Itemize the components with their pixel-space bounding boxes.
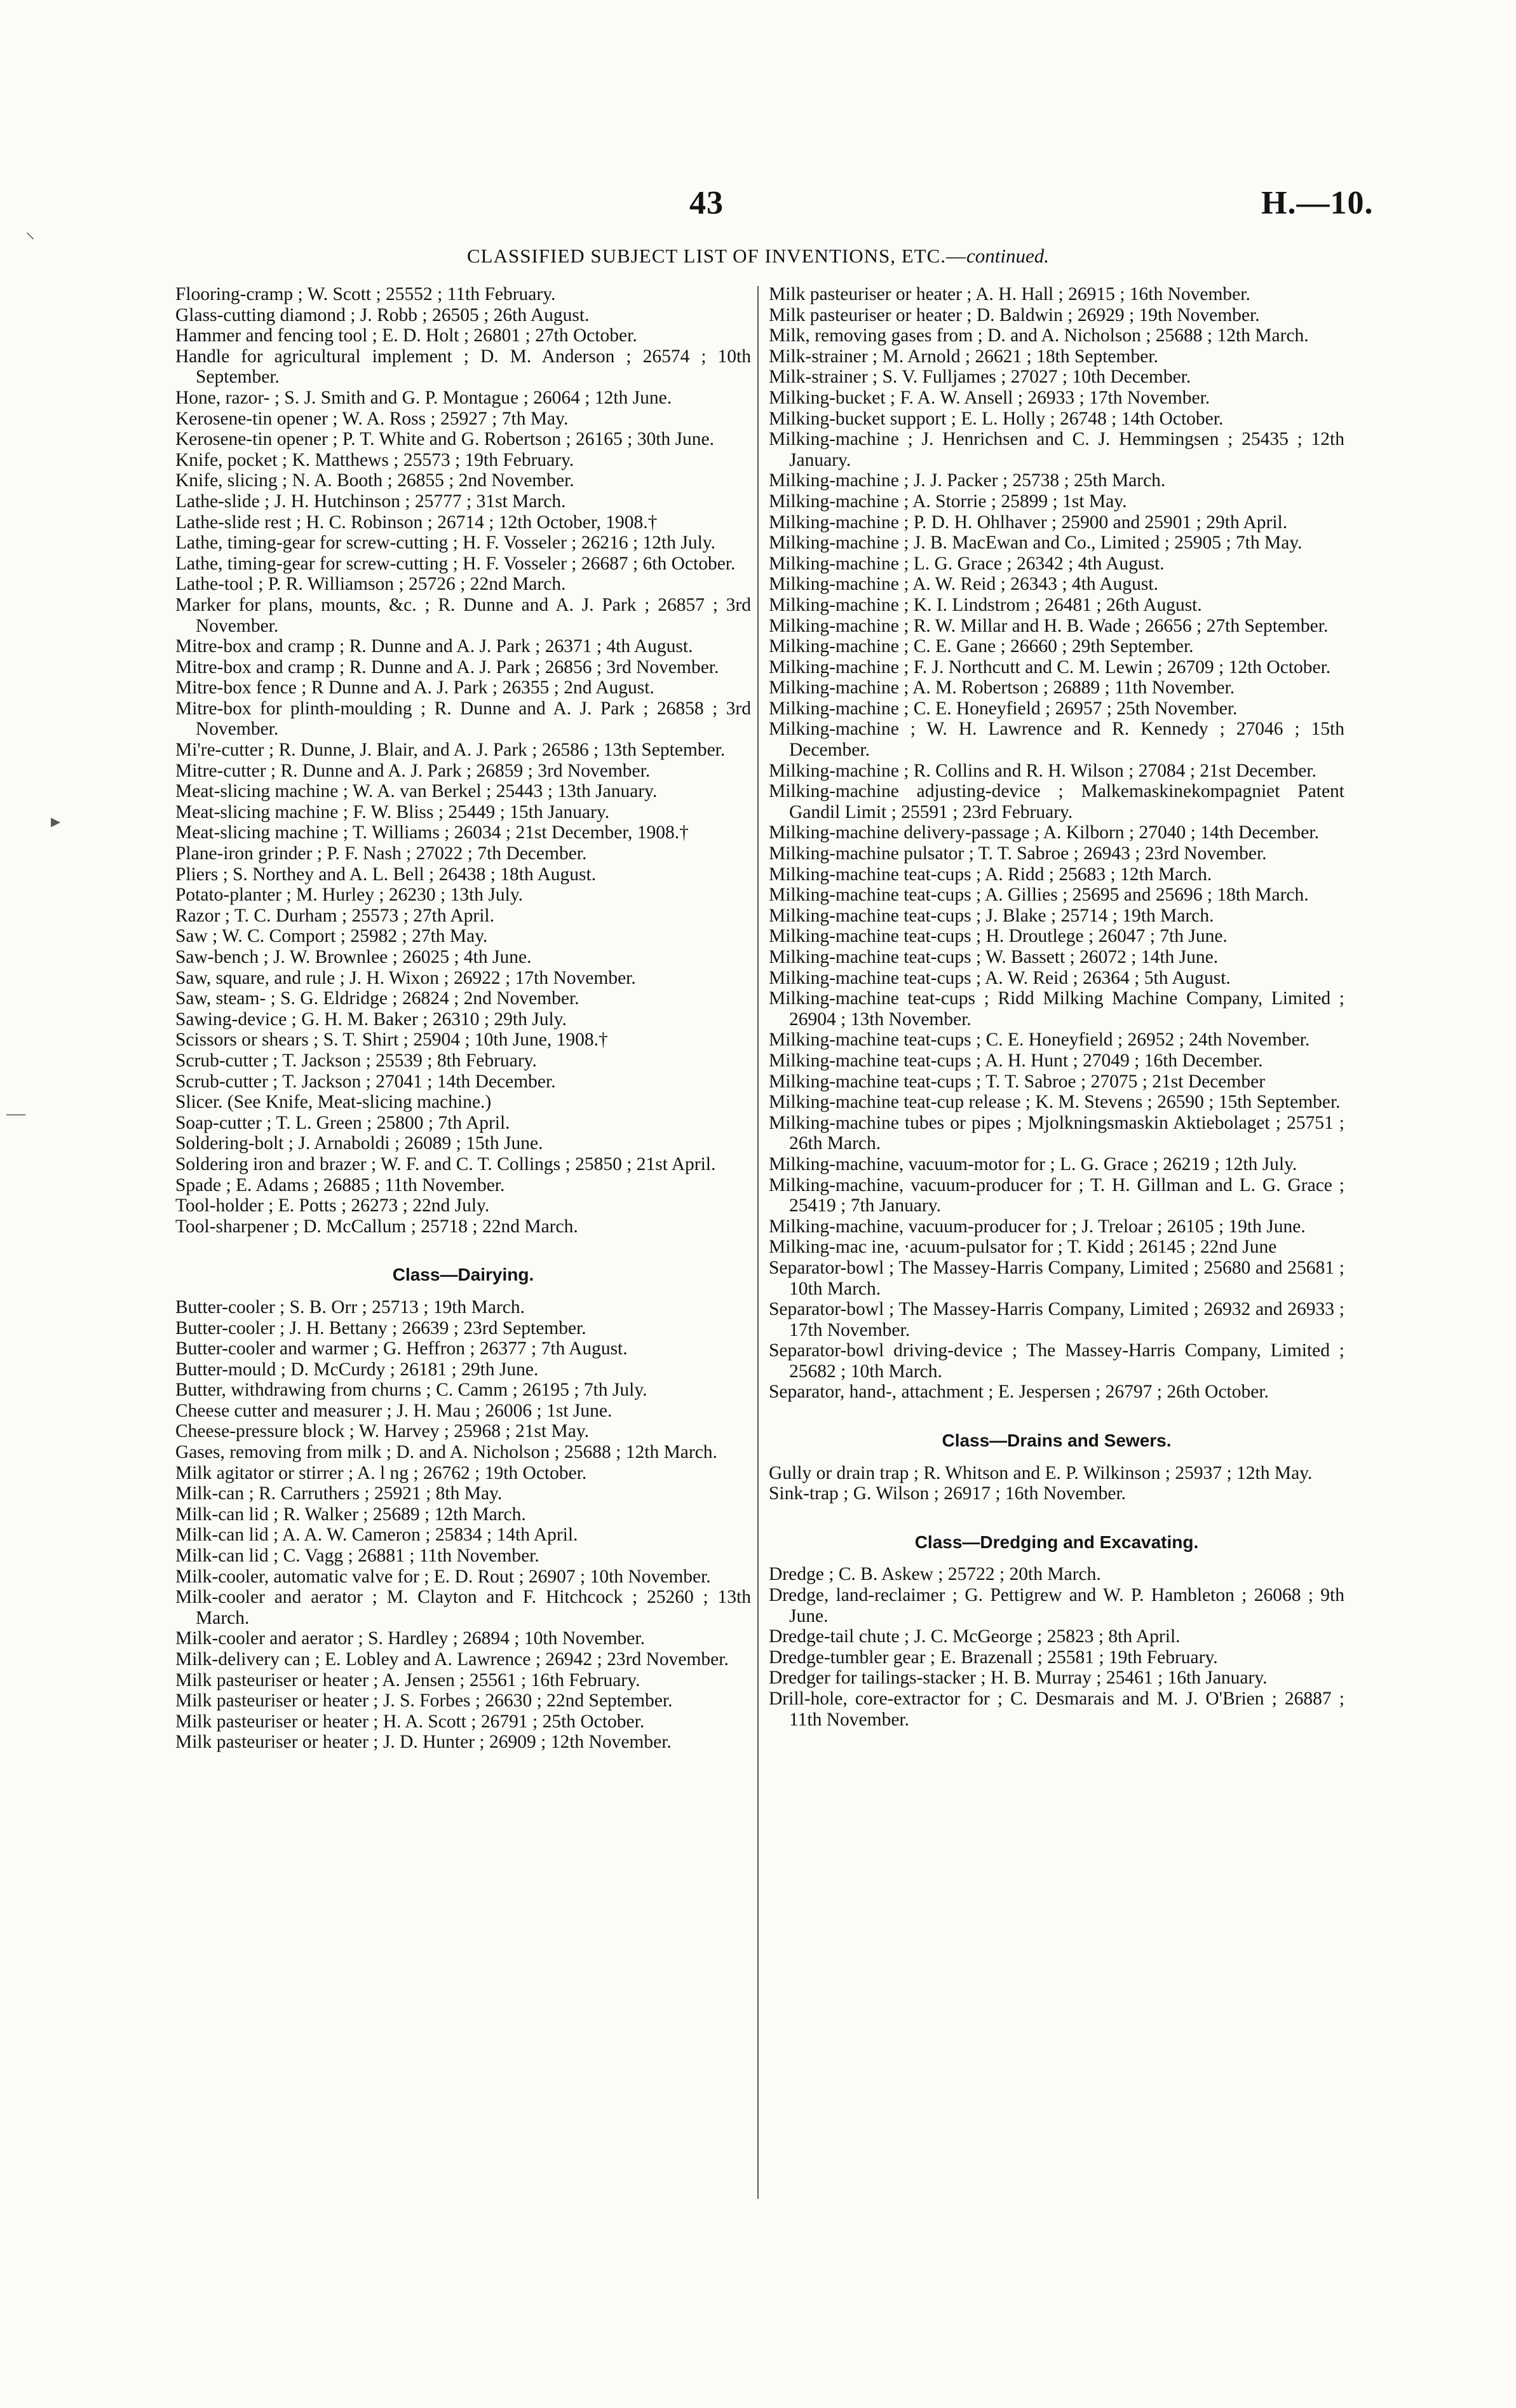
list-item: Scrub-cutter ; T. Jackson ; 25539 ; 8th February. [175, 1050, 537, 1071]
list-item: Slicer. (See Knife, Meat-slicing machine.) [175, 1092, 492, 1113]
list-item: Cheese cutter and measurer ; J. H. Mau ; 26006 ; 1st June. [175, 1400, 612, 1421]
list-item: Flooring-cramp ; W. Scott ; 25552 ; 11th February. [175, 284, 556, 304]
list-item: Milk pasteuriser or heater ; J. S. Forbes ; 26630 ; 22nd September. [175, 1690, 673, 1711]
list-item: Milk-cooler and aerator ; S. Hardley ; 26894 ; 10th November. [175, 1628, 645, 1649]
list-item: Milk pasteuriser or heater ; H. A. Scott ; 26791 ; 25th October. [175, 1711, 645, 1732]
list-item: Milk pasteuriser or heater ; A. Jensen ; 25561 ; 16th February. [175, 1670, 640, 1690]
list-item: Lathe, timing-gear for screw-cutting ; H. F. Vosseler ; 26216 ; 12th July. [175, 533, 715, 554]
list-item: Dredge-tail chute ; J. C. McGeorge ; 25823 ; 8th April. [769, 1626, 1181, 1647]
list-item: Separator-bowl ; The Massey-Harris Company, Limited ; 26932 and 26933 ; 17th November. [769, 1299, 1344, 1340]
list-item: Milk-can lid ; R. Walker ; 25689 ; 12th March. [175, 1504, 526, 1525]
list-item: Milking-machine ; J. Henrichsen and C. J. Hemmingsen ; 25435 ; 12th January. [769, 429, 1344, 470]
list-item: Milking-machine teat-cups ; A. W. Reid ; 26364 ; 5th August. [769, 967, 1231, 988]
list-item: Tool-holder ; E. Potts ; 26273 ; 22nd July. [175, 1195, 490, 1216]
list-item: Sink-trap ; G. Wilson ; 26917 ; 16th November. [769, 1483, 1127, 1504]
list-item: Milking-machine pulsator ; T. T. Sabroe ; 26943 ; 23rd November. [769, 843, 1267, 864]
list-item: Butter, withdrawing from churns ; C. Camm ; 26195 ; 7th July. [175, 1380, 647, 1401]
list-item: Butter-mould ; D. McCurdy ; 26181 ; 29th June. [175, 1359, 539, 1380]
list-item: Milk-strainer ; S. V. Fulljames ; 27027 ; 10th December. [769, 367, 1191, 388]
list-item: Dredger for tailings-stacker ; H. B. Murray ; 25461 ; 16th January. [769, 1668, 1268, 1689]
list-item: Separator, hand-, attachment ; E. Jespersen ; 26797 ; 26th October. [769, 1382, 1269, 1403]
list-item: Kerosene-tin opener ; P. T. White and G. Robertson ; 26165 ; 30th June. [175, 429, 714, 450]
list-item: Mi're-cutter ; R. Dunne, J. Blair, and A. J. Park ; 26586 ; 13th September. [175, 740, 726, 761]
entry-list [769, 1463, 1344, 1504]
list-item: Milk-delivery can ; E. Lobley and A. Lawrence ; 26942 ; 23rd November. [175, 1649, 729, 1670]
list-item: Milking-machine ; W. H. Lawrence and R. Kennedy ; 27046 ; 15th December. [769, 719, 1344, 761]
list-item: Drill-hole, core-extractor for ; C. Desmarais and M. J. O'Brien ; 26887 ; 11th November. [769, 1689, 1344, 1730]
list-item: Milk-can lid ; C. Vagg ; 26881 ; 11th November. [175, 1546, 539, 1567]
list-item: Milking-machine ; P. D. H. Ohlhaver ; 25900 and 25901 ; 29th April. [769, 512, 1288, 533]
list-item: Mitre-box for plinth-moulding ; R. Dunne and A. J. Park ; 26858 ; 3rd November. [175, 698, 751, 740]
list-item: Milk pasteuriser or heater ; D. Baldwin ; 26929 ; 19th November. [769, 304, 1260, 325]
list-item: Milking-machine teat-cups ; A. Gillies ; 25695 and 25696 ; 18th March. [769, 885, 1309, 906]
list-item: Saw ; W. C. Comport ; 25982 ; 27th May. [175, 926, 488, 947]
list-item: Milk-can ; R. Carruthers ; 25921 ; 8th May. [175, 1483, 503, 1504]
list-item: Milk-cooler, automatic valve for ; E. D. Rout ; 26907 ; 10th November. [175, 1566, 711, 1587]
list-item: Soap-cutter ; T. L. Green ; 25800 ; 7th April. [175, 1112, 510, 1133]
list-item: Milking-mac ine, ·acuum-pulsator for ; T. Kidd ; 26145 ; 22nd June [769, 1237, 1277, 1258]
list-item: Milking-machine ; R. Collins and R. H. Wilson ; 27084 ; 21st December. [769, 760, 1316, 781]
list-item: Milking-machine tubes or pipes ; Mjolkningsmaskin Aktiebolaget ; 25751 ; 26th March. [769, 1112, 1344, 1154]
list-item: Separator-bowl ; The Massey-Harris Company, Limited ; 25680 and 25681 ; 10th March. [769, 1257, 1344, 1299]
list-item: Dredge ; C. B. Askew ; 25722 ; 20th March. [769, 1564, 1101, 1585]
list-item: Milking-machine ; A. Storrie ; 25899 ; 1st May. [769, 491, 1127, 512]
list-item: Saw-bench ; J. W. Brownlee ; 26025 ; 4th June. [175, 947, 532, 967]
list-item: Mitre-box and cramp ; R. Dunne and A. J. Park ; 26856 ; 3rd November. [175, 656, 719, 677]
class-heading-drains: Class—Drains and Sewers. [942, 1431, 1172, 1451]
list-item: Dredge, land-reclaimer ; G. Pettigrew and W. P. Hambleton ; 26068 ; 9th June. [769, 1585, 1344, 1626]
list-item: Saw, steam- ; S. G. Eldridge ; 26824 ; 2nd November. [175, 988, 579, 1009]
entry-list [769, 1564, 1344, 1730]
list-item: Butter-cooler and warmer ; G. Heffron ; 26377 ; 7th August. [175, 1338, 628, 1359]
list-item: Milking-machine, vacuum-motor for ; L. G. Grace ; 26219 ; 12th July. [769, 1153, 1297, 1174]
list-item: Meat-slicing machine ; W. A. van Berkel ; 25443 ; 13th January. [175, 781, 658, 802]
list-item: Scissors or shears ; S. T. Shirt ; 25904 ; 10th June, 1908.† [175, 1030, 608, 1051]
list-item: Milking-machine delivery-passage ; A. Kilborn ; 27040 ; 14th December. [769, 822, 1319, 843]
list-item: Milking-machine teat-cups ; H. Droutlege ; 26047 ; 7th June. [769, 926, 1228, 947]
list-item: Gully or drain trap ; R. Whitson and E. P. Wilkinson ; 25937 ; 12th May. [769, 1462, 1313, 1483]
list-item: Milk pasteuriser or heater ; J. D. Hunter ; 26909 ; 12th November. [175, 1732, 672, 1753]
list-item: Lathe-slide rest ; H. C. Robinson ; 26714 ; 12th October, 1908.† [175, 512, 658, 533]
list-item: Soldering-bolt ; J. Arnaboldi ; 26089 ; 15th June. [175, 1133, 543, 1154]
list-item: Milking-bucket ; F. A. W. Ansell ; 26933 ; 17th November. [769, 387, 1210, 408]
list-item: Milking-machine teat-cups ; J. Blake ; 25714 ; 19th March. [769, 905, 1214, 926]
list-item: Milking-machine ; A. M. Robertson ; 26889 ; 11th November. [769, 677, 1235, 698]
list-item: Milking-machine teat-cups ; W. Bassett ; 26072 ; 14th June. [769, 947, 1219, 967]
list-item: Mitre-box fence ; R Dunne and A. J. Park ; 26355 ; 2nd August. [175, 677, 654, 698]
list-item: Hone, razor- ; S. J. Smith and G. P. Montague ; 26064 ; 12th June. [175, 387, 672, 408]
list-item: Razor ; T. C. Durham ; 25573 ; 27th April. [175, 905, 495, 926]
list-item: Butter-cooler ; S. B. Orr ; 25713 ; 19th March. [175, 1296, 525, 1317]
list-item: Milking-machine ; C. E. Honeyfield ; 26957 ; 25th November. [769, 698, 1238, 719]
list-item: Marker for plans, mounts, &c. ; R. Dunne and A. J. Park ; 26857 ; 3rd November. [175, 594, 751, 636]
list-item: Gases, removing from milk ; D. and A. Nicholson ; 25688 ; 12th March. [175, 1442, 717, 1463]
list-item: Milking-machine, vacuum-producer for ; J. Treloar ; 26105 ; 19th June. [769, 1216, 1306, 1237]
list-item: Milking-machine teat-cups ; A. Ridd ; 25683 ; 12th March. [769, 864, 1212, 885]
list-item: Milk-cooler and aerator ; M. Clayton and F. Hitchcock ; 25260 ; 13th March. [175, 1587, 751, 1628]
margin-mark: ▸ [51, 811, 61, 832]
list-item: Dredge-tumbler gear ; E. Brazenall ; 25581 ; 19th February. [769, 1647, 1218, 1668]
list-item: Potato-planter ; M. Hurley ; 26230 ; 13th July. [175, 885, 524, 906]
list-item: Cheese-pressure block ; W. Harvey ; 25968 ; 21st May. [175, 1421, 590, 1442]
list-item: Knife, slicing ; N. A. Booth ; 26855 ; 2nd November. [175, 470, 574, 491]
list-item: Milking-machine ; J. J. Packer ; 25738 ; 25th March. [769, 470, 1166, 491]
list-item: Glass-cutting diamond ; J. Robb ; 26505 ; 26th August. [175, 304, 590, 325]
page-number: 43 [689, 185, 724, 221]
class-heading-dairying: Class—Dairying. [392, 1265, 534, 1285]
list-item: Milk, removing gases from ; D. and A. Nicholson ; 25688 ; 12th March. [769, 325, 1309, 346]
list-item: Pliers ; S. Northey and A. L. Bell ; 26438 ; 18th August. [175, 864, 597, 885]
list-item: Milking-machine teat-cups ; Ridd Milking Machine Company, Limited ; 26904 ; 13th November. [769, 988, 1344, 1030]
list-item: Scrub-cutter ; T. Jackson ; 27041 ; 14th December. [175, 1071, 556, 1092]
entry-list [175, 284, 751, 1237]
list-item: Plane-iron grinder ; P. F. Nash ; 27022 ; 7th December. [175, 843, 587, 864]
list-item: Lathe, timing-gear for screw-cutting ; H. F. Vosseler ; 26687 ; 6th October. [175, 553, 736, 574]
list-item: Milking-machine teat-cup release ; K. M. Stevens ; 26590 ; 15th September. [769, 1092, 1341, 1113]
list-item: Milking-machine teat-cups ; A. H. Hunt ; 27049 ; 16th December. [769, 1050, 1263, 1071]
document-code: H.—10. [1261, 185, 1374, 221]
list-item: Milk-can lid ; A. A. W. Cameron ; 25834 ; 14th April. [175, 1525, 578, 1546]
list-item: Meat-slicing machine ; T. Williams ; 26034 ; 21st December, 1908.† [175, 822, 689, 843]
entry-list [175, 1297, 751, 1753]
list-item: Sawing-device ; G. H. M. Baker ; 26310 ; 29th July. [175, 1009, 567, 1030]
list-item: Handle for agricultural implement ; D. M. Anderson ; 26574 ; 10th September. [175, 346, 751, 388]
list-item: Milking-bucket support ; E. L. Holly ; 26748 ; 14th October. [769, 408, 1224, 429]
list-item: Saw, square, and rule ; J. H. Wixon ; 26922 ; 17th November. [175, 967, 636, 988]
list-item: Milking-machine teat-cups ; C. E. Honeyfield ; 26952 ; 24th November. [769, 1030, 1310, 1051]
list-item: Milking-machine ; F. J. Northcutt and C. M. Lewin ; 26709 ; 12th October. [769, 656, 1331, 677]
list-item: Tool-sharpener ; D. McCallum ; 25718 ; 22nd March. [175, 1216, 578, 1237]
column-divider [757, 286, 759, 2199]
running-title-continued: continued. [966, 245, 1050, 267]
margin-mark: ⸌ [25, 229, 35, 250]
list-item: Mitre-cutter ; R. Dunne and A. J. Park ; 26859 ; 3rd November. [175, 760, 651, 781]
list-item: Meat-slicing machine ; F. W. Bliss ; 25449 ; 15th January. [175, 801, 610, 822]
list-item: Milk agitator or stirrer ; A. l ng ; 26762 ; 19th October. [175, 1462, 587, 1483]
running-title-text: CLASSIFIED SUBJECT LIST OF INVENTIONS, ETC.— [466, 245, 967, 267]
list-item: Separator-bowl driving-device ; The Massey-Harris Company, Limited ; 25682 ; 10th March. [769, 1340, 1344, 1382]
list-item: Milking-machine adjusting-device ; Malkemaskinekompagniet Patent Gandil Limit ; 25591 ; 23rd February. [769, 781, 1344, 822]
list-item: Milking-machine ; K. I. Lindstrom ; 26481 ; 26th August. [769, 594, 1202, 615]
list-item: Lathe-slide ; J. H. Hutchinson ; 25777 ; 31st March. [175, 491, 566, 512]
list-item: Hammer and fencing tool ; E. D. Holt ; 26801 ; 27th October. [175, 325, 637, 346]
list-item: Spade ; E. Adams ; 26885 ; 11th November. [175, 1174, 505, 1195]
margin-mark: — [6, 1103, 25, 1124]
right-column [769, 284, 1344, 1730]
running-title [0, 245, 1516, 268]
list-item: Milk-strainer ; M. Arnold ; 26621 ; 18th September. [769, 346, 1158, 367]
list-item: Mitre-box and cramp ; R. Dunne and A. J. Park ; 26371 ; 4th August. [175, 636, 693, 657]
list-item: Milking-machine ; R. W. Millar and H. B. Wade ; 26656 ; 27th September. [769, 615, 1329, 636]
list-item: Soldering iron and brazer ; W. F. and C. T. Collings ; 25850 ; 21st April. [175, 1153, 716, 1174]
list-item: Lathe-tool ; P. R. Williamson ; 25726 ; 22nd March. [175, 574, 566, 595]
class-heading-dredging: Class—Dredging and Excavating. [914, 1532, 1199, 1552]
list-item: Milking-machine ; L. G. Grace ; 26342 ; 4th August. [769, 553, 1165, 574]
list-item: Milk pasteuriser or heater ; A. H. Hall ; 26915 ; 16th November. [769, 284, 1250, 304]
left-column [175, 284, 751, 1753]
list-item: Butter-cooler ; J. H. Bettany ; 26639 ; 23rd September. [175, 1317, 586, 1338]
list-item: Milking-machine ; C. E. Gane ; 26660 ; 29th September. [769, 636, 1194, 657]
list-item: Knife, pocket ; K. Matthews ; 25573 ; 19th February. [175, 449, 574, 470]
list-item: Milking-machine, vacuum-producer for ; T. H. Gillman and L. G. Grace ; 25419 ; 7th January. [769, 1174, 1344, 1216]
list-item: Milking-machine ; A. W. Reid ; 26343 ; 4th August. [769, 574, 1158, 595]
entry-list [769, 284, 1344, 1403]
list-item: Milking-machine teat-cups ; T. T. Sabroe ; 27075 ; 21st December [769, 1071, 1266, 1092]
list-item: Kerosene-tin opener ; W. A. Ross ; 25927 ; 7th May. [175, 408, 569, 429]
list-item: Milking-machine ; J. B. MacEwan and Co., Limited ; 25905 ; 7th May. [769, 533, 1303, 554]
